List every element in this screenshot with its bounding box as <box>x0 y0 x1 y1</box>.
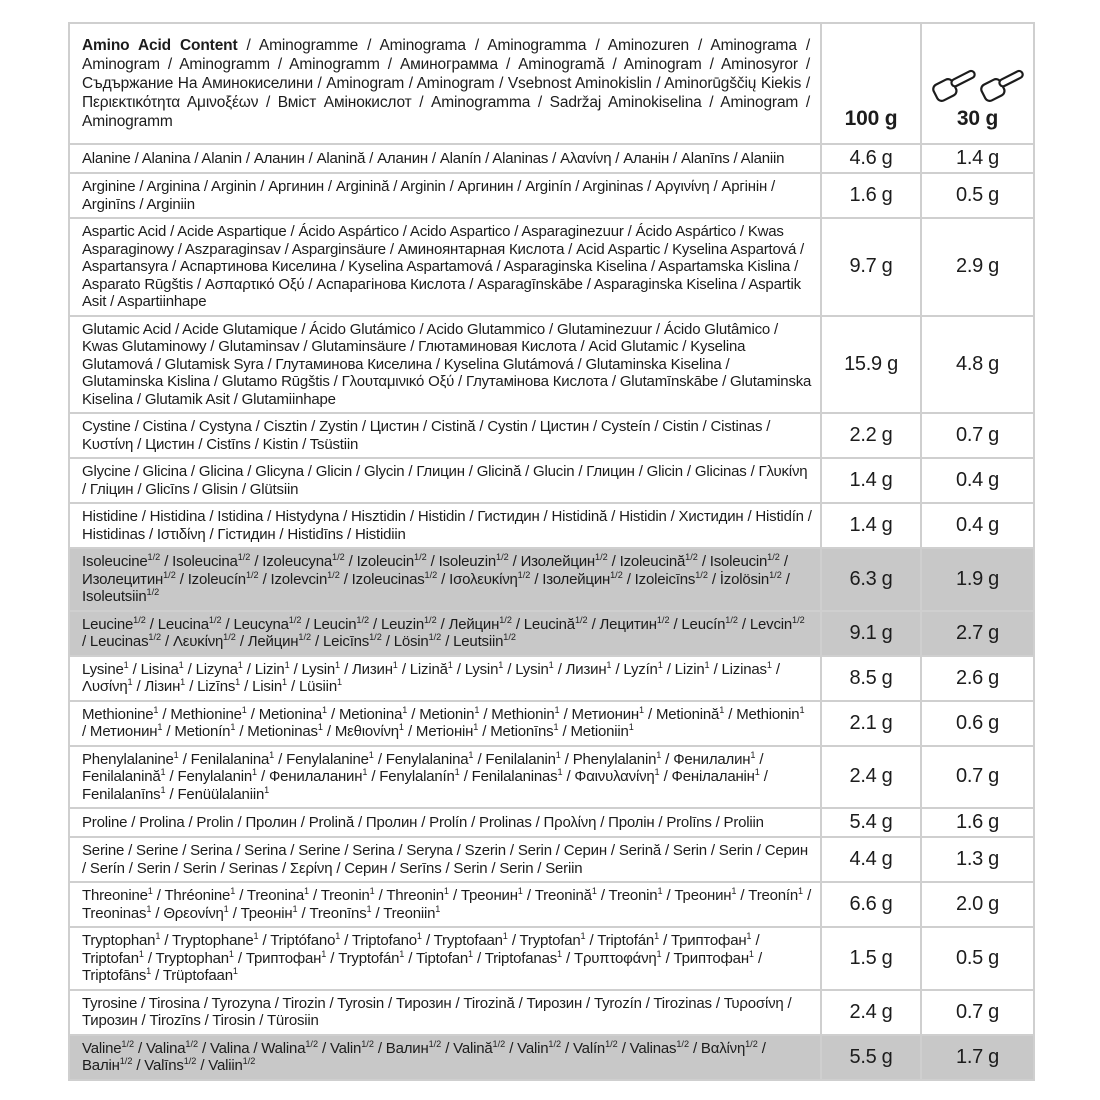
value-per-30g: 4.8 g <box>921 316 1034 414</box>
value-per-30g: 2.0 g <box>921 882 1034 927</box>
amino-acid-names: Methionine$^1$ / Methionine$^1$ / Metionina$^1$ / Metionina$^1$ / Metionin$^1$ / Methionin$^1$ / Метионин$^1$ / Metionină$^1$ / Methionin$^1$ / Метионин$^1$ / Metionín$^1$ / Metioninas$^1$ / Μεθιονίνη$^1$ / Метіонін$^1$ / Metionīns$^1$ / Metioniin$^1$ <box>69 701 821 746</box>
value-per-30g: 0.6 g <box>921 701 1034 746</box>
scoop-icons <box>924 61 1031 105</box>
value-per-100g: 8.5 g <box>821 656 921 701</box>
value-per-30g: 0.4 g <box>921 458 1034 503</box>
value-per-30g: 0.5 g <box>921 927 1034 990</box>
table-header-row <box>69 23 1034 144</box>
amino-acid-names: Alanine / Alanina / Alanin / Аланин / Alanină / Аланин / Alanín / Alaninas / Αλανίνη / Аланін / Alanīns / Alaniin <box>69 144 821 173</box>
value-per-100g: 2.2 g <box>821 413 921 458</box>
column-label-30g: 30 g <box>956 107 999 130</box>
value-per-100g: 1.6 g <box>821 173 921 218</box>
row-glutamic-acid <box>69 316 1034 414</box>
scoop-icon <box>976 61 1028 105</box>
amino-acid-names: Leucine$^{1/2}$ / Leucina$^{1/2}$ / Leucyna$^{1/2}$ / Leucin$^{1/2}$ / Leuzin$^{1/2}$ / Лейцин$^{1/2}$ / Leucină$^{1/2}$ / Лецитин$^{1/2}$ / Leucín$^{1/2}$ / Levcin$^{1/2}$ / Leucinas$^{1/2}$ / Λευκίνη$^{1/2}$ / Лейцин$^{1/2}$ / Leicīns$^{1/2}$ / Lösin$^{1/2}$ / Leutsiin$^{1/2}$ <box>69 611 821 656</box>
value-per-100g: 5.5 g <box>821 1035 921 1080</box>
row-tryptophan <box>69 927 1034 990</box>
value-per-30g: 1.9 g <box>921 548 1034 611</box>
value-per-100g: 1.5 g <box>821 927 921 990</box>
row-lysine <box>69 656 1034 701</box>
column-header-30g <box>921 23 1034 144</box>
value-per-30g: 0.4 g <box>921 503 1034 548</box>
amino-acid-names: Arginine / Arginina / Arginin / Аргинин / Arginină / Arginin / Аргинин / Arginín / Argininas / Αργινίνη / Аргінін / Arginīns / Arginiin <box>69 173 821 218</box>
value-per-100g: 15.9 g <box>821 316 921 414</box>
row-leucine <box>69 611 1034 656</box>
value-per-100g: 4.6 g <box>821 144 921 173</box>
amino-acid-names: Serine / Serine / Serina / Serina / Serine / Serina / Seryna / Szerin / Serin / Серин / Serină / Serin / Serin / Серин / Serín / Serin / Serin / Serinas / Σερίνη / Серин / Serīns / Serin / Serin / Seriin <box>69 837 821 882</box>
value-per-30g: 0.5 g <box>921 173 1034 218</box>
amino-acid-names: Valine$^{1/2}$ / Valina$^{1/2}$ / Valina / Walina$^{1/2}$ / Valin$^{1/2}$ / Валин$^{1/2}$ / Valină$^{1/2}$ / Valin$^{1/2}$ / Valín$^{1/2}$ / Valinas$^{1/2}$ / Βαλίνη$^{1/2}$ / Валін$^{1/2}$ / Valīns$^{1/2}$ / Valiin$^{1/2}$ <box>69 1035 821 1080</box>
value-per-30g: 2.7 g <box>921 611 1034 656</box>
value-per-100g: 2.4 g <box>821 990 921 1035</box>
row-tyrosine <box>69 990 1034 1035</box>
value-per-100g: 4.4 g <box>821 837 921 882</box>
value-per-100g: 5.4 g <box>821 808 921 837</box>
value-per-100g: 2.4 g <box>821 746 921 809</box>
amino-acid-names: Phenylalanine$^1$ / Fenilalanina$^1$ / Fenylalanine$^1$ / Fenylalanina$^1$ / Fenilalanin$^1$ / Phenylalanin$^1$ / Фенилалин$^1$ / Fenilalanină$^1$ / Fenylalanin$^1$ / Фенилаланин$^1$ / Fenylalanín$^1$ / Fenilalaninas$^1$ / Φαινυλανίνη$^1$ / Фенілаланін$^1$ / Fenilalanīns$^1$ / Fenüülalaniin$^1$ <box>69 746 821 809</box>
row-proline <box>69 808 1034 837</box>
table-title <box>69 23 821 144</box>
row-threonine <box>69 882 1034 927</box>
value-per-100g: 1.4 g <box>821 458 921 503</box>
row-histidine <box>69 503 1034 548</box>
row-aspartic-acid <box>69 218 1034 316</box>
row-isoleucine <box>69 548 1034 611</box>
amino-acid-names: Isoleucine$^{1/2}$ / Isoleucina$^{1/2}$ / Izoleucyna$^{1/2}$ / Izoleucin$^{1/2}$ / Isoleuzin$^{1/2}$ / Изолейцин$^{1/2}$ / Izoleucină$^{1/2}$ / Isoleucin$^{1/2}$ / Изолецитин$^{1/2}$ / Izoleucín$^{1/2}$ / Izolevcin$^{1/2}$ / Izoleucinas$^{1/2}$ / Ισολευκίνη$^{1/2}$ / Ізолейцин$^{1/2}$ / Izoleicīns$^{1/2}$ / İzolösin$^{1/2}$ / Isoleutsiin$^{1/2}$ <box>69 548 821 611</box>
column-label-100g: 100 g <box>844 107 898 130</box>
column-header-100g <box>821 23 921 144</box>
value-per-30g: 1.3 g <box>921 837 1034 882</box>
amino-acid-names: Proline / Prolina / Prolin / Пролин / Prolină / Пролин / Prolín / Prolinas / Προλίνη / Пролін / Prolīns / Proliin <box>69 808 821 837</box>
row-methionine <box>69 701 1034 746</box>
amino-acid-names: Tyrosine / Tirosina / Tyrozyna / Tirozin / Tyrosin / Тирозин / Tirozină / Тирозин / Tyrozín / Tirozinas / Τυροσίνη / Тирозин / Tirozīns / Tirosin / Türosiin <box>69 990 821 1035</box>
amino-acid-names: Glutamic Acid / Acide Glutamique / Ácido Glutámico / Acido Glutammico / Glutaminezuur / Ácido Glutâmico / Kwas Glutaminowy / Glutaminsav / Glutaminsäure / Глютаминовая Кислота / Acid Glutamic / Kyselina Glutamová / Glutamisk Syra / Глутаминова Киселина / Kyselina Glutámová / Glutaminska Kiselina / Glutaminska Kislina / Glutamo Rūgštis / Γλουταμινικό Οξύ / Глутамінова Кислота / Glutamīnskābe / Glutaminska Kiselina / Glutamik Asit / Glutamiinhape <box>69 316 821 414</box>
row-phenylalanine <box>69 746 1034 809</box>
value-per-100g: 9.1 g <box>821 611 921 656</box>
row-cystine <box>69 413 1034 458</box>
row-alanine <box>69 144 1034 173</box>
value-per-30g: 0.7 g <box>921 413 1034 458</box>
value-per-100g: 6.6 g <box>821 882 921 927</box>
value-per-30g: 2.6 g <box>921 656 1034 701</box>
amino-acid-names: Aspartic Acid / Acide Aspartique / Ácido Aspártico / Acido Aspartico / Asparaginezuur / Ácido Aspártico / Kwas Asparaginowy / Aszparaginsav / Asparginsäure / Аминоянтарная Кислота / Acid Aspartic / Kyselina Aspartová / Aspartansyra / Аспартинова Киселина / Kyselina Aspartamová / Asparaginska Kiselina / Aspartamska Kislina / Asparato Rūgštis / Ασπαρτικό Οξύ / Аспарагінова Кислота / Asparagīnskābe / Asparaginska Kiselina / Aspartik Asit / Aspartiinhape <box>69 218 821 316</box>
value-per-100g: 9.7 g <box>821 218 921 316</box>
value-per-30g: 0.7 g <box>921 990 1034 1035</box>
row-glycine <box>69 458 1034 503</box>
amino-acid-table <box>68 22 1035 1081</box>
value-per-30g: 0.7 g <box>921 746 1034 809</box>
amino-acid-names: Threonine$^1$ / Thréonine$^1$ / Treonina$^1$ / Treonin$^1$ / Threonin$^1$ / Треонин$^1$ / Treonină$^1$ / Treonin$^1$ / Треонин$^1$ / Treonín$^1$ / Treoninas$^1$ / Θρεονίνη$^1$ / Треонін$^1$ / Treonīns$^1$ / Treoniin$^1$ <box>69 882 821 927</box>
value-per-100g: 6.3 g <box>821 548 921 611</box>
value-per-30g: 1.7 g <box>921 1035 1034 1080</box>
row-valine <box>69 1035 1034 1080</box>
amino-acid-names: Cystine / Cistina / Cystyna / Cisztin / Zystin / Цистин / Cistină / Cystin / Цистин / Cysteín / Cistin / Cistinas / Κυστίνη / Цистин / Cistīns / Kistin / Tsüstiin <box>69 413 821 458</box>
amino-acid-names: Lysine$^1$ / Lisina$^1$ / Lizyna$^1$ / Lizin$^1$ / Lysin$^1$ / Лизин$^1$ / Lizină$^1$ / Lysin$^1$ / Lysin$^1$ / Лизин$^1$ / Lyzín$^1$ / Lizin$^1$ / Lizinas$^1$ / Λυσίνη$^1$ / Лізин$^1$ / Lizīns$^1$ / Lisin$^1$ / Lüsiin$^1$ <box>69 656 821 701</box>
scoop-icon <box>928 61 980 105</box>
row-arginine <box>69 173 1034 218</box>
value-per-30g: 1.4 g <box>921 144 1034 173</box>
table-title-translations: / Aminogramme / Aminograma / Aminogramma / Aminozuren / Aminograma / Aminogram / Aminogramm / Aminogramm / Аминограмма / Aminogramă / Aminogram / Aminosyror / Съдържание На Аминокиселини / Aminogram / Aminogram / Vsebnost Aminokislin / Aminorūgščių Kiekis / Περιεκτικότητα Αμινοξέων / Вміст Амінокислот / Aminogramma / Sadržaj Aminokiselina / Aminogram / Aminogramm <box>82 37 811 130</box>
table-title-main: Amino Acid Content <box>82 37 238 54</box>
value-per-100g: 2.1 g <box>821 701 921 746</box>
amino-acid-names: Histidine / Histidina / Istidina / Histydyna / Hisztidin / Histidin / Гистидин / Histidină / Histidin / Хистидин / Histidín / Histidinas / Ιστιδίνη / Гістидин / Histidīns / Histidiin <box>69 503 821 548</box>
row-serine <box>69 837 1034 882</box>
value-per-30g: 2.9 g <box>921 218 1034 316</box>
amino-acid-names: Tryptophan$^1$ / Tryptophane$^1$ / Triptófano$^1$ / Triptofano$^1$ / Tryptofaan$^1$ / Tryptofan$^1$ / Triptofán$^1$ / Триптофан$^1$ / Triptofan$^1$ / Tryptophan$^1$ / Триптофан$^1$ / Tryptofán$^1$ / Tiptofan$^1$ / Triptofanas$^1$ / Τρυπτοφάνη$^1$ / Триптофан$^1$ / Triptofāns$^1$ / Trüptofaan$^1$ <box>69 927 821 990</box>
amino-acid-names: Glycine / Glicina / Glicina / Glicyna / Glicin / Glycin / Глицин / Glicină / Glucin / Глицин / Glicin / Glicinas / Γλυκίνη / Гліцин / Glicīns / Glisin / Glütsiin <box>69 458 821 503</box>
value-per-100g: 1.4 g <box>821 503 921 548</box>
value-per-30g: 1.6 g <box>921 808 1034 837</box>
